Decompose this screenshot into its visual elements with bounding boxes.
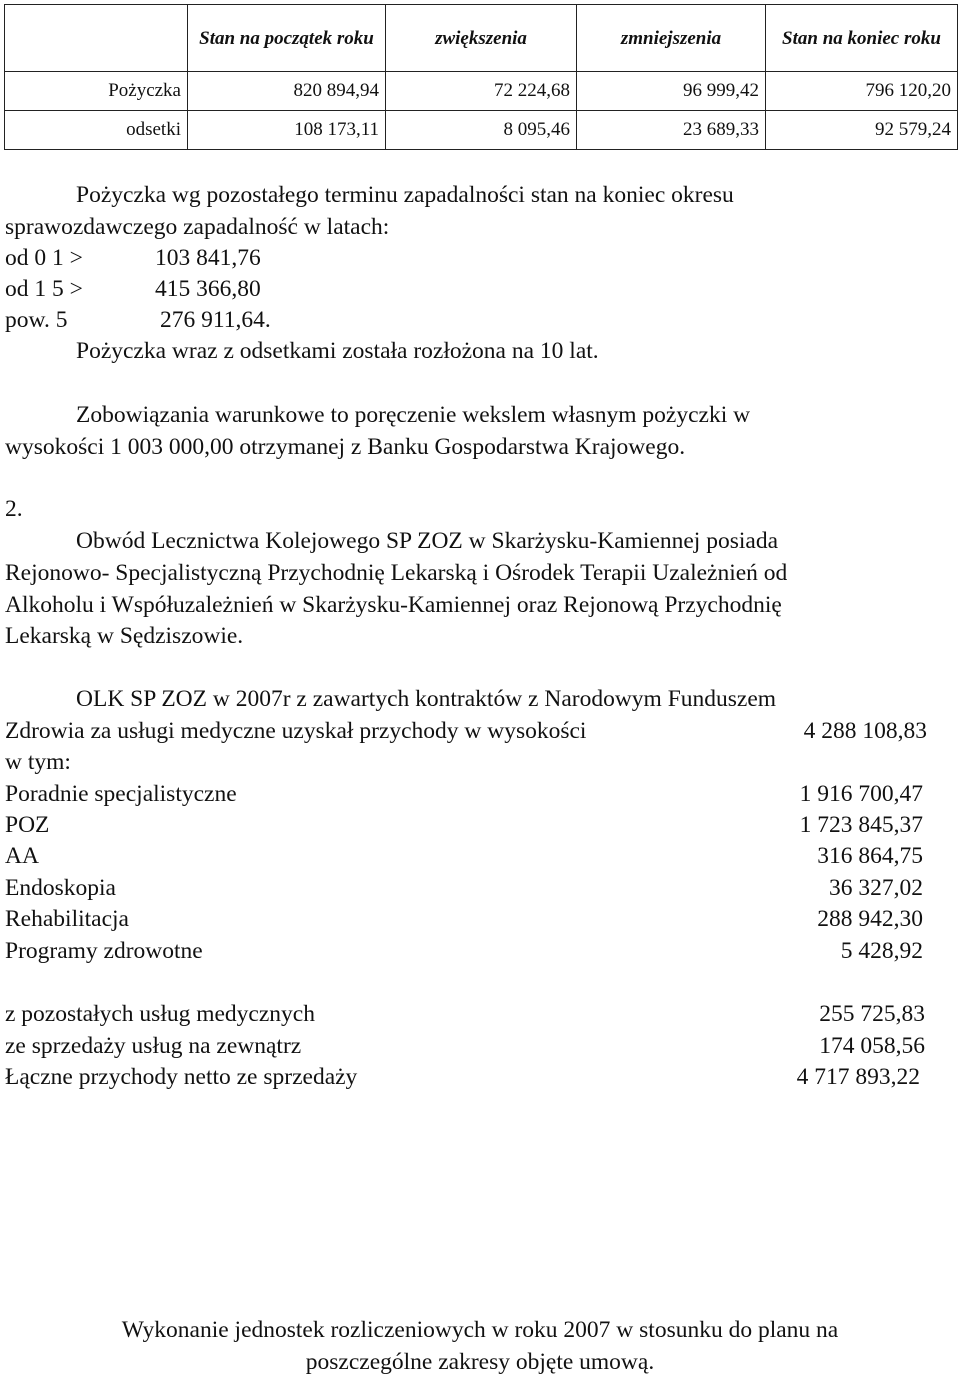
revenue-item-label: POZ	[5, 812, 50, 838]
section-number: 2.	[5, 496, 23, 522]
table-cell: 23 689,33	[577, 111, 766, 150]
section-line: Obwód Lecznictwa Kolejowego SP ZOZ w Skarżysku-Kamiennej posiada	[76, 528, 778, 554]
revenue-nfz-value: 4 288 108,83	[803, 718, 927, 744]
revenue-item-value: 1 916 700,47	[799, 781, 923, 807]
table-row	[5, 111, 958, 150]
revenue-item-value: 316 864,75	[817, 843, 923, 869]
revenue-total-label: Łączne przychody netto ze sprzedaży	[5, 1064, 358, 1090]
maturity-range-value: 415 366,80	[155, 276, 261, 302]
maturity-range-value: 276 911,64.	[160, 307, 271, 333]
table-cell: 8 095,46	[386, 111, 577, 150]
table-cell: 92 579,24	[766, 111, 958, 150]
revenue-external-value: 174 058,56	[819, 1033, 925, 1059]
maturity-range-label: od 1 5 >	[5, 276, 83, 302]
table-cell: 72 224,68	[386, 72, 577, 111]
table-header-row	[5, 5, 958, 72]
table-header-cell: Stan na koniec roku	[766, 5, 958, 72]
revenue-item-label: Rehabilitacja	[5, 906, 129, 932]
revenue-external-label: ze sprzedaży usług na zewnątrz	[5, 1033, 302, 1059]
table-row	[5, 72, 958, 111]
table-header-cell	[5, 5, 188, 72]
maturity-range-label: pow. 5	[5, 307, 68, 333]
loan-spread-note: Pożyczka wraz z odsetkami została rozłożona na 10 lat.	[76, 338, 599, 364]
revenue-other-value: 255 725,83	[819, 1001, 925, 1027]
revenue-line: OLK SP ZOZ w 2007r z zawartych kontraktów z Narodowym Funduszem	[76, 686, 777, 712]
section-line: Alkoholu i Współuzależnień w Skarżysku-Kamiennej oraz Rejonową Przychodnię	[5, 592, 782, 618]
revenue-item-value: 36 327,02	[829, 875, 923, 901]
section-line: Rejonowo- Specjalistyczną Przychodnię Lekarską i Ośrodek Terapii Uzależnień od	[5, 560, 788, 586]
revenue-item-label: Poradnie specjalistyczne	[5, 781, 237, 807]
table-cell: Pożyczka	[5, 72, 188, 111]
maturity-range-value: 103 841,76	[155, 245, 261, 271]
revenue-item-value: 1 723 845,37	[799, 812, 923, 838]
table-header-cell: zmniejszenia	[577, 5, 766, 72]
maturity-intro-line: sprawozdawczego zapadalność w latach:	[5, 214, 390, 240]
revenue-total-value: 4 717 893,22	[796, 1064, 920, 1090]
revenue-line: w tym:	[5, 749, 71, 775]
table-cell: 796 120,20	[766, 72, 958, 111]
loan-table	[4, 4, 958, 150]
table-header-cell: Stan na początek roku	[188, 5, 386, 72]
table-header-cell: zwiększenia	[386, 5, 577, 72]
revenue-item-value: 5 428,92	[840, 938, 923, 964]
table-cell: 108 173,11	[188, 111, 386, 150]
contingent-line: Zobowiązania warunkowe to poręczenie wekslem własnym pożyczki w	[76, 402, 751, 428]
footer-heading-line: Wykonanie jednostek rozliczeniowych w roku 2007 w stosunku do planu na	[121, 1317, 839, 1343]
maturity-range-label: od 0 1 >	[5, 245, 83, 271]
table-cell: odsetki	[5, 111, 188, 150]
revenue-item-label: Endoskopia	[5, 875, 116, 901]
contingent-line: wysokości 1 003 000,00 otrzymanej z Banku Gospodarstwa Krajowego.	[5, 434, 686, 460]
footer-heading-line: poszczególne zakresy objęte umową.	[305, 1349, 655, 1375]
revenue-item-label: Programy zdrowotne	[5, 938, 203, 964]
table-cell: 820 894,94	[188, 72, 386, 111]
revenue-item-value: 288 942,30	[817, 906, 923, 932]
revenue-line: Zdrowia za usługi medyczne uzyskał przychody w wysokości	[5, 718, 587, 744]
table-cell: 96 999,42	[577, 72, 766, 111]
maturity-intro-line: Pożyczka wg pozostałego terminu zapadalności stan na koniec okresu	[76, 182, 734, 208]
revenue-item-label: AA	[5, 843, 39, 869]
revenue-other-label: z pozostałych usług medycznych	[5, 1001, 315, 1027]
section-line: Lekarską w Sędziszowie.	[5, 623, 244, 649]
